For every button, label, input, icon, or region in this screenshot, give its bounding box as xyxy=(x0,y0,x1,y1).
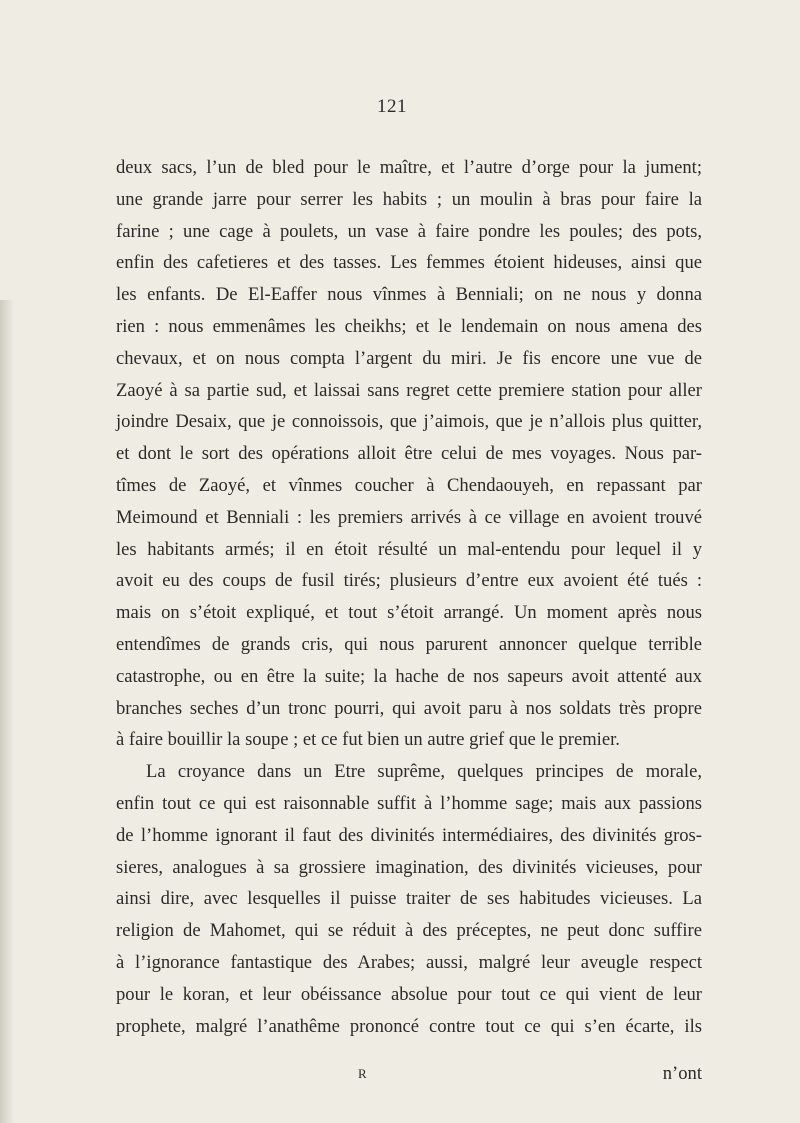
text-line: à l’ignorance fantastique des Arabes; aussi, malgré leur aveugle respect xyxy=(116,951,702,973)
text-line: farine ; une cage à poulets, un vase à faire pondre les poules; des pots, xyxy=(116,220,702,242)
text-line: entendîmes de grands cris, qui nous parurent annoncer quelque terrible xyxy=(116,633,702,655)
catchword: n’ont xyxy=(662,1063,702,1084)
text-line: les habitants armés; il en étoit résulté un mal-entendu pour lequel il y xyxy=(116,538,702,560)
text-line: chevaux, et on nous compta l’argent du miri. Je fis encore une vue de xyxy=(116,347,702,369)
text-line: à faire bouillir la soupe ; et ce fut bien un autre grief que le premier. xyxy=(116,729,620,751)
text-line: et dont le sort des opérations alloit être celui de mes voyages. Nous par- xyxy=(116,443,702,465)
page-edge-shadow xyxy=(0,300,14,1123)
text-line: une grande jarre pour serrer les habits ; un moulin à bras pour faire la xyxy=(116,188,702,210)
body-text xyxy=(116,152,702,1042)
signature-mark: R xyxy=(358,1066,368,1081)
text-line: pour le koran, et leur obéissance absolue pour tout ce qui vient de leur xyxy=(116,983,702,1005)
page-footer xyxy=(116,1057,702,1091)
text-line: joindre Desaix, que je connoissois, que j’aimois, que je n’allois plus quitter, xyxy=(116,411,702,433)
text-line: Meimound et Benniali : les premiers arrivés à ce village en avoient trouvé xyxy=(116,506,702,528)
text-line: branches seches d’un tronc pourri, qui avoit paru à nos soldats très propre xyxy=(116,697,702,719)
text-line: deux sacs, l’un de bled pour le maître, et l’autre d’orge pour la jument; xyxy=(116,157,702,178)
text-line: catastrophe, ou en être la suite; la hache de nos sapeurs avoit attenté aux xyxy=(116,665,702,687)
text-line: de l’homme ignorant il faut des divinités intermédiaires, des divinités gros- xyxy=(116,824,702,846)
text-line: Zaoyé à sa partie sud, et laissai sans regret cette premiere station pour aller xyxy=(116,379,702,401)
text-line: prophete, malgré l’anathême prononcé contre tout ce qui s’en écarte, ils xyxy=(116,1015,702,1037)
text-line: les enfants. De El-Eaffer nous vînmes à Benniali; on ne nous y donna xyxy=(116,284,702,306)
text-line: tîmes de Zaoyé, et vînmes coucher à Chendaouyeh, en repassant par xyxy=(116,474,702,496)
text-line: sieres, analogues à sa grossiere imagination, des divinités vicieuses, pour xyxy=(116,856,702,878)
text-line: enfin des cafetieres et des tasses. Les femmes étoient hideuses, ainsi que xyxy=(116,252,702,274)
text-line: enfin tout ce qui est raisonnable suffit à l’homme sage; mais aux passions xyxy=(116,792,702,814)
text-line: mais on s’étoit expliqué, et tout s’étoit arrangé. Un moment après nous xyxy=(116,602,702,624)
paragraph-start-line: La croyance dans un Etre suprême, quelques principes de morale, xyxy=(146,761,702,783)
text-line: rien : nous emmenâmes les cheikhs; et le lendemain on nous amena des xyxy=(116,315,702,337)
text-line: ainsi dire, avec lesquelles il puisse traiter de ses habitudes vicieuses. La xyxy=(116,888,702,910)
page-number: 121 xyxy=(377,96,407,117)
text-line: religion de Mahomet, qui se réduit à des préceptes, ne peut donc suffire xyxy=(116,920,702,942)
text-line: avoit eu des coups de fusil tirés; plusieurs d’entre eux avoient été tués : xyxy=(116,570,702,592)
